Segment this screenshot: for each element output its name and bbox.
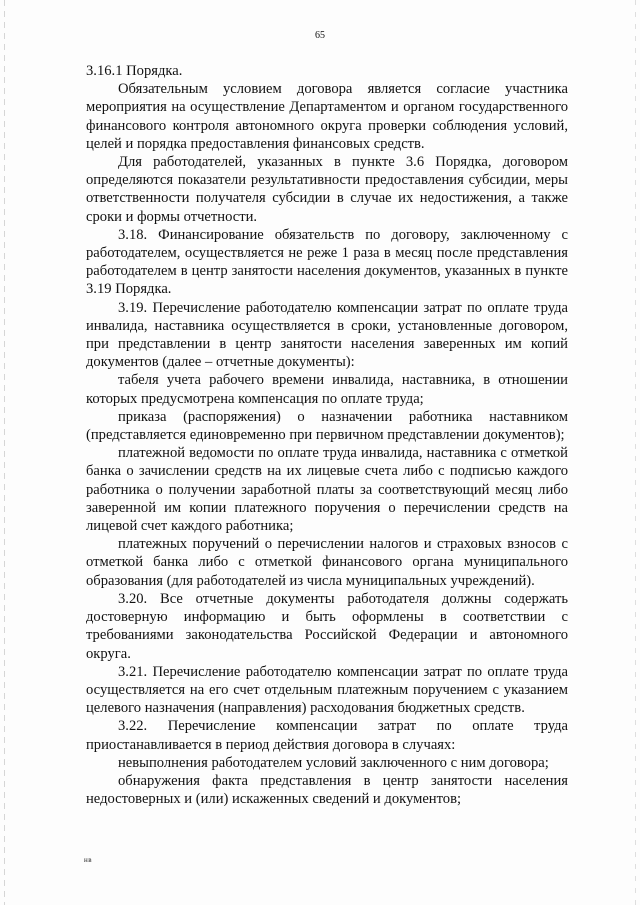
scan-edge-right — [635, 0, 636, 905]
paragraph: платежной ведомости по оплате труда инвалида, наставника с отметкой банка о зачислении средств на их лицевые счета либо с подписью каждого работника о получении заработной платы за соответствующий месяц либо заверенной им копии платежного поручения о перечислении средств на лицевой счет каждого работника; — [86, 445, 568, 535]
paragraph: 3.18. Финансирование обязательств по договору, заключенному с работодателем, осуществляется не реже 1 раза в месяц после представления работодателем в центр занятости населения документов, указанных в пункте 3.19 Порядка. — [86, 226, 568, 298]
scan-edge-left — [4, 0, 5, 905]
document-body — [86, 62, 568, 808]
paragraph: 3.20. Все отчетные документы работодателя должны содержать достоверную информацию и быть оформлены в соответствии с требованиями законодательства Российской Федерации и автономного округа. — [86, 590, 568, 662]
paragraph: 3.21. Перечисление работодателю компенсации затрат по оплате труда осуществляется на его счет отдельным платежным поручением с указанием целевого назначения (направления) расходования бюджетных средств. — [86, 663, 568, 717]
footer-initials: нв — [84, 856, 93, 864]
paragraph: 3.22. Перечисление компенсации затрат по оплате труда приостанавливается в период действия договора в случаях: — [86, 718, 568, 753]
paragraph: невыполнения работодателем условий заключенного с ним договора; — [118, 754, 549, 771]
paragraph: приказа (распоряжения) о назначении работника наставником (представляется единовременно при первичном представлении документов); — [86, 408, 568, 444]
paragraph: Для работодателей, указанных в пункте 3.6 Порядка, договором определяются показатели результативности предоставления субсидии, меры ответственности получателя субсидии в случае их недостижения, а также сроки и формы отчетности. — [86, 154, 568, 225]
paragraph: платежных поручений о перечислении налогов и страховых взносов с отметкой банка либо с отметкой финансового органа муниципального образования (для работодателей из числа муниципальных учреждений). — [86, 536, 568, 589]
paragraph: Обязательным условием договора является согласие участника мероприятия на осуществление Департаментом и органом государственного финансового контроля автономного округа проверки соблюдения условий, целей и порядка предоставления финансовых средств. — [86, 81, 568, 152]
paragraph: табеля учета рабочего времени инвалида, наставника, в отношении которых предусмотрена компенсация по оплате труда; — [86, 372, 568, 407]
paragraph: 3.19. Перечисление работодателю компенсации затрат по оплате труда инвалида, наставника осуществляется в сроки, установленные договором, при представлении в центр занятости населения заверенных им копий документов (далее – отчетные документы): — [86, 299, 568, 371]
paragraph: обнаружения факта представления в центр занятости населения недостоверных и (или) искаженных сведений и документов; — [86, 772, 568, 808]
page-number: 65 — [315, 30, 325, 41]
paragraph: 3.16.1 Порядка. — [86, 63, 183, 79]
